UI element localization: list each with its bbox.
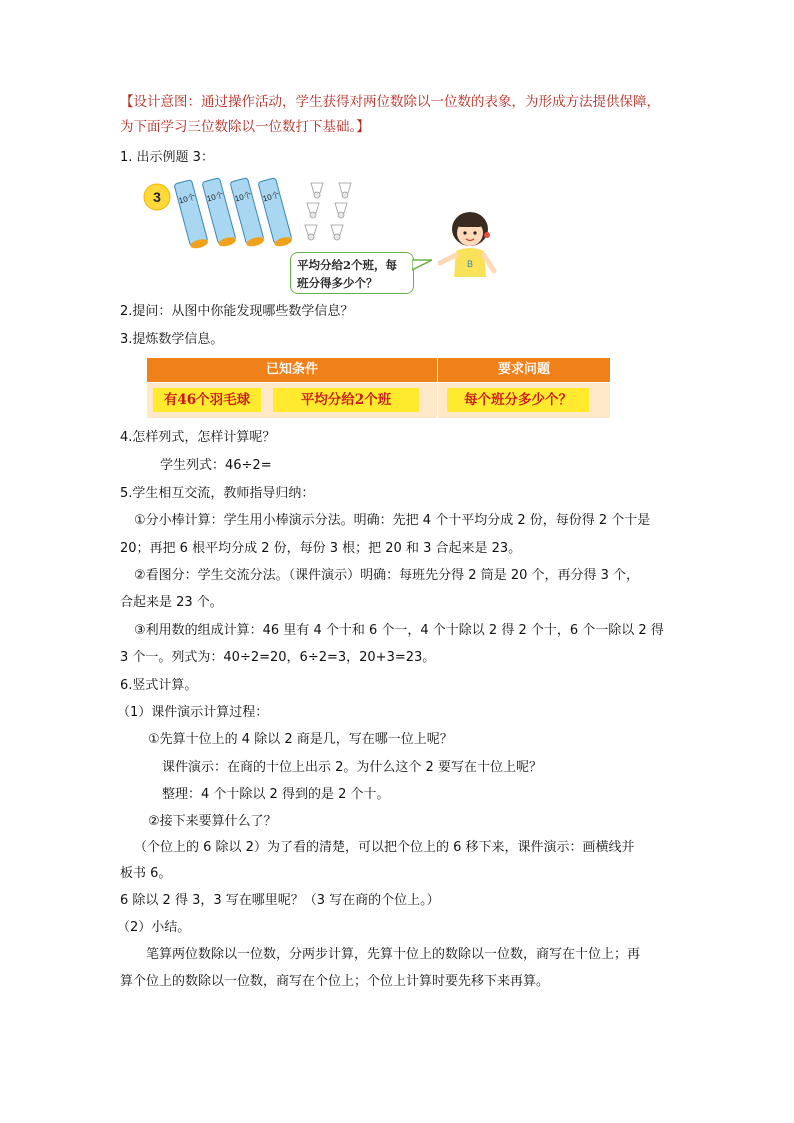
method2-line1: ②看图分：学生交流分法。（课件演示）明确：每班先分得 2 筒是 20 个，再分得 3 个，: [134, 568, 640, 583]
svg-text:B: B: [466, 259, 474, 269]
method1-line1: ①分小棒计算：学生用小棒演示分法。明确：先把 4 个十平均分成 2 份，每份得 2 个十是: [134, 513, 651, 528]
badge-number: 3: [153, 189, 161, 205]
summary-line2: 算个位上的数除以一位数，商写在个位上；个位上计算时要先移下来再算。: [120, 974, 550, 989]
step6-text: 6.竖式计算。: [120, 678, 198, 693]
step1-text: 1. 出示例题 3：: [120, 150, 214, 165]
method3-line1: ③利用数的组成计算：46 里有 4 个十和 6 个一，4 个十除以 2 得 2 个十，6 个一除以 2 得: [134, 623, 664, 638]
tube-label: 10个: [233, 190, 253, 204]
sub1-d: ②接下来要算什么了？: [148, 814, 277, 829]
summary-line1: 笔算两位数除以一位数，分两步计算，先算十位上的数除以一位数，商写在十位上；再: [146, 947, 641, 962]
info-table: [147, 358, 610, 418]
step5-text: 5.学生相互交流，教师指导归纳：: [120, 486, 315, 501]
step3-text: 3.提炼数学信息。: [120, 332, 224, 347]
sub1-f: 6 除以 2 得 3，3 写在哪里呢？（3 写在商的个位上。）: [120, 893, 440, 908]
method3-line2: 3 个一。列式为：40÷2=20，6÷2=3，20+3=23。: [120, 650, 436, 665]
speech-bubble-tail: [412, 258, 432, 272]
sub1-e-line1: （个位上的 6 除以 2）为了看的清楚，可以把个位上的 6 移下来，课件演示：画横线并: [134, 840, 635, 855]
step4-text: 4.怎样列式，怎样计算呢？: [120, 430, 276, 445]
step4-answer: 学生列式：46÷2=: [160, 458, 272, 473]
tube-label: 10个: [205, 190, 225, 204]
speech-bubble-line1: 平均分给2个班，每: [297, 258, 398, 272]
table-divider: [437, 358, 438, 418]
method2-line2: 合起来是 23 个。: [120, 595, 223, 610]
sub1-heading: （1）课件演示计算过程：: [117, 705, 269, 720]
speech-bubble-line2: 班分得多少个？: [297, 276, 378, 290]
table-cell-total: 有46个羽毛球: [153, 388, 261, 412]
table-cell-condition: 平均分给2个班: [273, 388, 419, 412]
sub2-heading: （2）小结。: [117, 920, 191, 935]
example-number-badge: [143, 183, 171, 211]
table-header-known: 已知条件: [147, 358, 437, 382]
design-intent-line2: 为下面学习三位数除以一位数打下基础。】: [120, 119, 370, 135]
step2-text: 2.提问：从图中你能发现哪些数学信息？: [120, 304, 354, 319]
sub1-b: 课件演示：在商的十位上出示 2。为什么这个 2 要写在十位上呢？: [162, 760, 542, 775]
tube-label: 10个: [261, 190, 281, 204]
table-header-question: 要求问题: [438, 358, 610, 382]
table-cell-question: 每个班分多少个？: [447, 388, 589, 412]
method1-line2: 20；再把 6 根平均分成 2 份，每份 3 根；把 20 和 3 合起来是 23。: [120, 541, 522, 556]
girl-character-icon: [430, 205, 510, 283]
design-intent-line1: 【设计意图：通过操作活动，学生获得对两位数除以一位数的表象，为形成方法提供保障，: [120, 94, 660, 110]
loose-shuttlecocks-icon: [303, 181, 373, 253]
speech-bubble: [290, 252, 414, 294]
sub1-e-line2: 板书 6。: [120, 866, 172, 881]
sub1-a: ①先算十位上的 4 除以 2 商是几，写在哪一位上呢？: [148, 732, 453, 747]
tube-label: 10个: [177, 192, 197, 206]
sub1-c: 整理：4 个十除以 2 得到的是 2 个十。: [162, 787, 390, 802]
shuttlecock-tubes: [173, 175, 303, 255]
